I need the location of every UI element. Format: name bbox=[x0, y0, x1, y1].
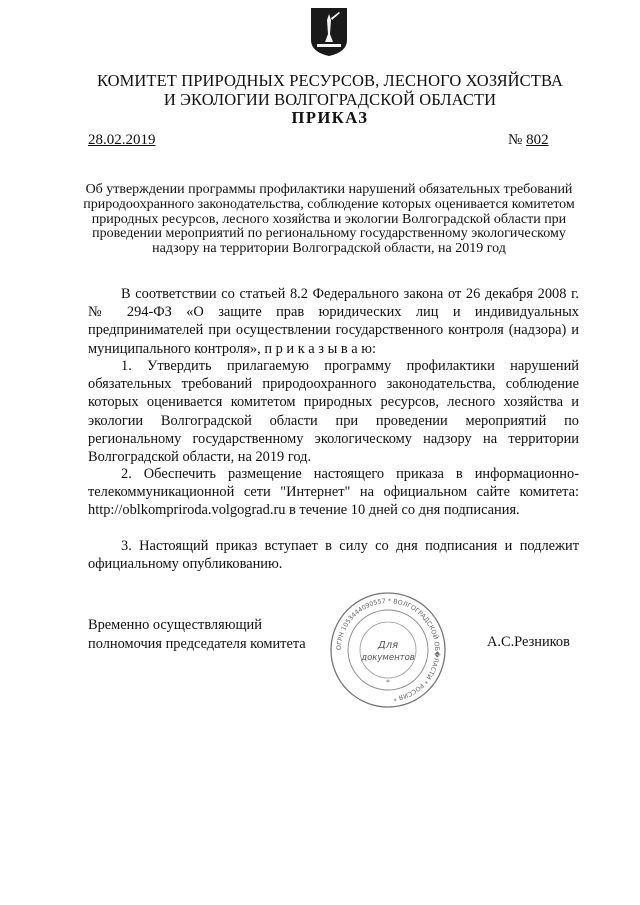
number-prefix: № bbox=[508, 132, 527, 148]
seal-center-text-1: Для bbox=[377, 640, 399, 651]
document-date: 28.02.2019 bbox=[88, 132, 156, 148]
document-number bbox=[508, 132, 549, 149]
preamble-paragraph bbox=[88, 285, 579, 358]
document-subject: Об утверждении программы профилактики нарушений обязательных требований природоохранного законодательства, соблюдение которых оценивается комитетом природных ресурсов, лесного хозяйства и экологии Волгоградской области при проведении мероприятий по региональному государственному экологическому надзору на территории Волгоградской области, на 2019 год bbox=[83, 182, 575, 257]
order-item-3: 3. Настоящий приказ вступает в силу со дня подписания и подлежит официальному опубликованию. bbox=[88, 538, 579, 573]
preamble-text: В соответствии со статьей 8.2 Федерального закона от 26 декабря 2008 г. № 294-ФЗ «О защите прав юридических лиц и индивидуальных предпринимателей при осуществлении государственного контроля (надзора) и муниципального контроля», bbox=[88, 286, 579, 357]
official-seal bbox=[328, 590, 448, 710]
signatory-name: А.С.Резников bbox=[487, 634, 570, 650]
seal-ring-text: ОГРН 1053444090557 * ВОЛГОГРАДСКОЙ ОБ�ЛАСТИ * РОССИЯ * bbox=[335, 597, 441, 702]
position-line-1: Временно осуществляющий bbox=[88, 617, 262, 633]
position-line-2: полномочия председателя комитета bbox=[88, 635, 306, 652]
signatory-position bbox=[88, 616, 306, 653]
document-type: ПРИКАЗ bbox=[291, 108, 369, 127]
number-value: 802 bbox=[526, 132, 549, 148]
committee-name-line2: И ЭКОЛОГИИ ВОЛГОГРАДСКОЙ ОБЛАСТИ bbox=[163, 90, 497, 109]
seal-center-text-2: документов bbox=[361, 653, 415, 663]
seal-star-icon: * bbox=[386, 678, 390, 687]
order-item-1: 1. Утвердить прилагаемую программу профилактики нарушений обязательных требований природоохранного законодательства, соблюдение которых оценивается комитетом природных ресурсов, лесного хозяйства и экологии Волгоградской области при проведении мероприятий по региональному государственному экологическому надзору на территории Волгоградской области, на 2019 год. bbox=[88, 358, 579, 466]
order-item-2: 2. Обеспечить размещение настоящего приказа в информационно-телекоммуникационной сети "Интернет" на официальном сайте комитета: http://oblkompriroda.volgograd.ru в течение 10 дней со дня подписания. bbox=[88, 466, 579, 519]
orders-word: п р и к а з ы в а ю: bbox=[264, 340, 376, 357]
committee-name-line1: КОМИТЕТ ПРИРОДНЫХ РЕСУРСОВ, ЛЕСНОГО ХОЗЯЙСТВА bbox=[96, 71, 564, 90]
volgograd-emblem-icon bbox=[309, 6, 349, 58]
